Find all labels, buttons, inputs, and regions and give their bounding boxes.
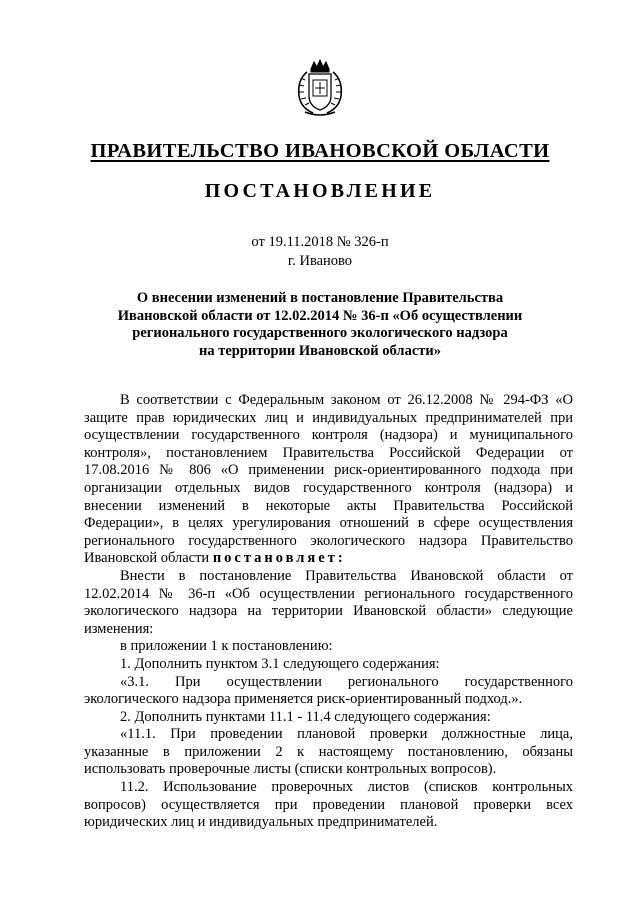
paragraph: в приложении 1 к постановлению: — [120, 638, 333, 655]
paragraph-preamble: В соответствии с Федеральным законом от 26.12.2008 № 294-ФЗ «О защите прав юридических лиц и индивидуальных предпринимателей при осуществлении государственного контроля (надзора) и муниципального контроля», постановлением Правительства Российской Федерации от 17.08.2016 № 806 «О применении риск-ориентированного подхода при организации отдельных видов государственного контроля (надзора) и внесении изменений в некоторые акты Правительства Российской Федерации», в целях урегулирования отношений в сфере осуществления регионального государственного экологического надзора Правительство Ивановской области постановляет: — [84, 392, 573, 567]
coat-of-arms-icon — [291, 58, 349, 118]
paragraph: 11.2. Использование проверочных листов (списков контрольных вопросов) осуществляется при проведении плановой проверки всех юридических лиц и индивидуальных предпринимателей. — [84, 779, 573, 831]
subject-line: регионального государственного экологического надзора — [132, 325, 508, 341]
city: г. Иваново — [287, 253, 353, 269]
organization-title: ПРАВИТЕЛЬСТВО ИВАНОВСКОЙ ОБЛАСТИ — [90, 140, 550, 162]
document-subject — [80, 290, 560, 360]
paragraph: 1. Дополнить пунктом 3.1 следующего содержания: — [120, 655, 440, 672]
paragraph: «3.1. При осуществлении регионального государственного экологического надзора применяется риск-ориентированный подход.». — [84, 673, 573, 708]
subject-line: Ивановской области от 12.02.2014 № 36-п «Об осуществлении — [117, 307, 523, 324]
subject-line: О внесении изменений в постановление Правительства — [136, 290, 504, 306]
paragraph: Внести в постановление Правительства Ивановской области от 12.02.2014 № 36-п «Об осуществлении регионального государственного экологического надзора на территории Ивановской области» следующие изменения: — [84, 567, 573, 637]
paragraph: 2. Дополнить пунктами 11.1 - 11.4 следующего содержания: — [120, 708, 491, 725]
subject-line: на территории Ивановской области» — [199, 342, 441, 359]
document-type: ПОСТАНОВЛЕНИЕ — [204, 180, 436, 202]
paragraph: «11.1. При проведении плановой проверки должностные лица, указанные в приложении 2 к настоящему постановлению, обязаны использовать проверочные листы (списки контрольных вопросов). — [84, 726, 573, 778]
date-number: от 19.11.2018 № 326-п — [251, 234, 389, 250]
resolves-keyword: постановляет: — [212, 550, 346, 567]
document-body — [84, 392, 573, 832]
